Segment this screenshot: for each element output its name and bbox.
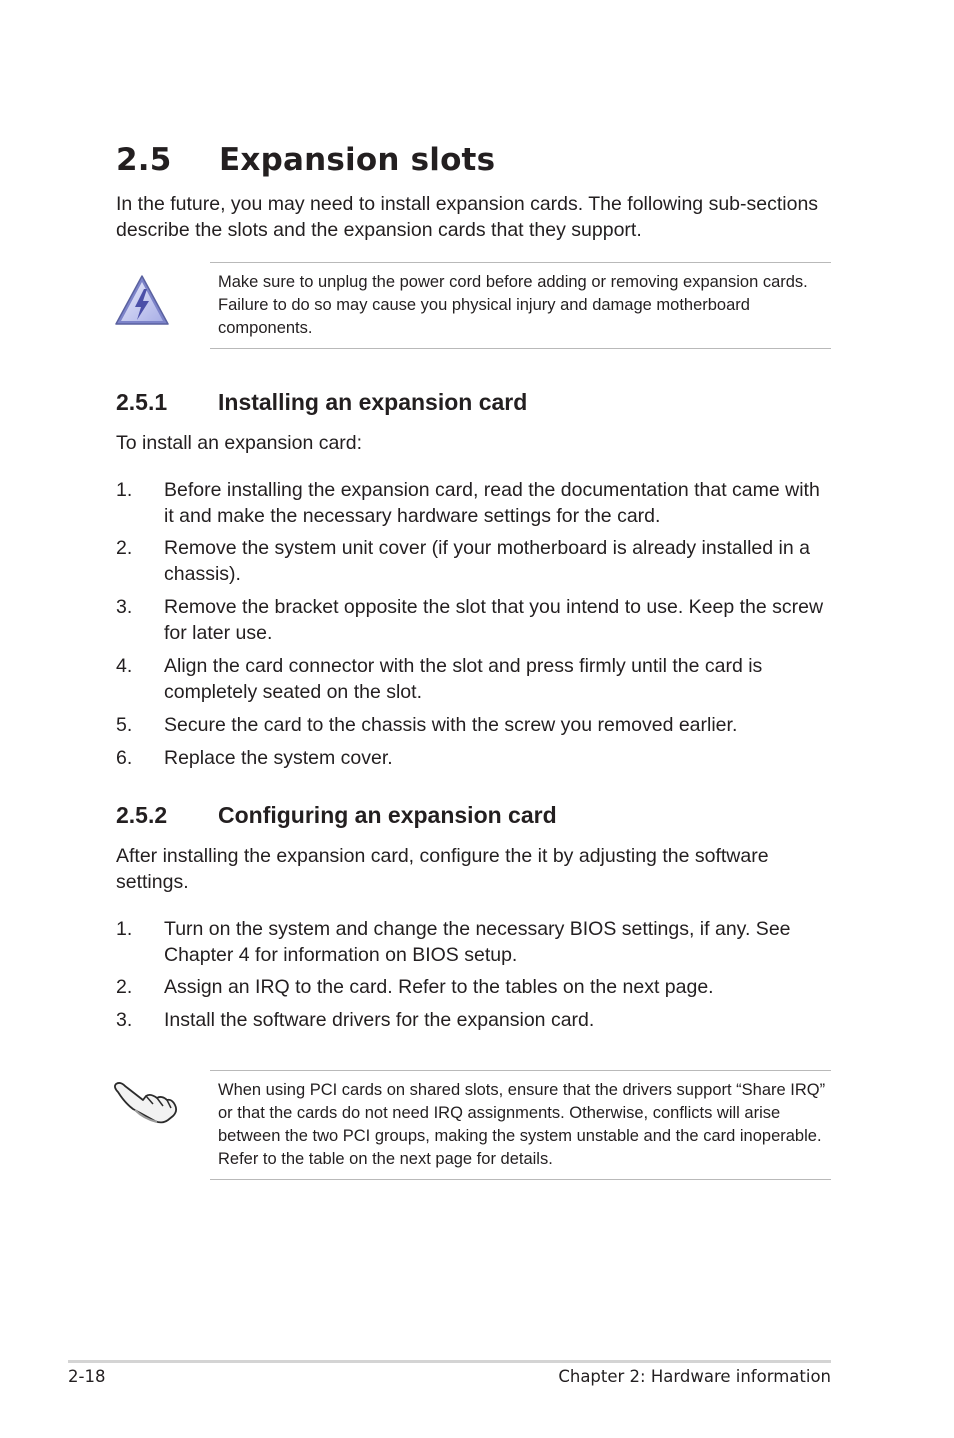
step-text: Remove the system unit cover (if your motherboard is already installed in a chassis). (164, 537, 810, 585)
section-title-text: Expansion slots (219, 142, 496, 178)
install-step (116, 477, 828, 529)
footer-rule (68, 1360, 831, 1363)
hand-note-text: When using PCI cards on shared slots, ensure that the drivers support “Share IRQ” or that the cards do not need IRQ assignments. Otherwise, conflicts will arise between the two PCI groups, making the system unstable and the card inoperable. Refer to the table on the next page for details. (218, 1081, 826, 1168)
install-step (116, 594, 828, 646)
step-number: 4. (116, 655, 133, 677)
subsection-number: 2.5.2 (116, 802, 168, 828)
section-intro: In the future, you may need to install expansion cards. The following sub-sections describe the slots and the expansion cards that they support. (116, 193, 819, 241)
configure-step (116, 1007, 828, 1033)
step-number: 1. (116, 479, 133, 501)
subsection-title-installing (116, 387, 527, 417)
pointing-hand-icon (113, 1078, 179, 1126)
configure-lead: After installing the expansion card, configure the it by adjusting the software settings. (116, 845, 769, 893)
install-lead: To install an expansion card: (116, 432, 363, 454)
install-step (116, 535, 828, 587)
step-number: 2. (116, 537, 133, 559)
subsection-title-text: Configuring an expansion card (218, 802, 557, 828)
subsection-title-configuring (116, 800, 557, 830)
configure-step (116, 916, 828, 968)
subsection-title-text: Installing an expansion card (218, 389, 528, 415)
step-text: Align the card connector with the slot and press firmly until the card is completely seated on the slot. (164, 655, 763, 703)
note-top-rule (210, 1070, 831, 1071)
install-step (116, 653, 828, 705)
section-number: 2.5 (116, 142, 172, 178)
subsection-number: 2.5.1 (116, 389, 168, 415)
step-number: 3. (116, 1009, 133, 1031)
install-step (116, 712, 828, 738)
section-title (116, 138, 495, 182)
warning-note-text: Make sure to unplug the power cord before adding or removing expansion cards. Failure to do so may cause you physical injury and damage motherboard components. (218, 273, 808, 337)
warning-lightning-icon (113, 272, 171, 328)
page-number: 2-18 (68, 1367, 106, 1386)
chapter-label: Chapter 2: Hardware information (558, 1367, 831, 1386)
note-top-rule (210, 262, 831, 263)
step-text: Before installing the expansion card, read the documentation that came with it and make the necessary hardware settings for the card. (164, 479, 820, 527)
configure-step (116, 974, 828, 1000)
step-text: Assign an IRQ to the card. Refer to the tables on the next page. (164, 976, 714, 998)
step-number: 1. (116, 918, 133, 940)
step-number: 6. (116, 747, 133, 769)
step-text: Install the software drivers for the expansion card. (164, 1009, 595, 1031)
step-number: 2. (116, 976, 133, 998)
step-text: Replace the system cover. (164, 747, 393, 769)
step-text: Turn on the system and change the necessary BIOS settings, if any. See Chapter 4 for information on BIOS setup. (164, 918, 791, 966)
note-bottom-rule (210, 348, 831, 349)
step-number: 5. (116, 714, 133, 736)
note-bottom-rule (210, 1179, 831, 1180)
step-text: Secure the card to the chassis with the screw you removed earlier. (164, 714, 738, 736)
step-number: 3. (116, 596, 133, 618)
step-text: Remove the bracket opposite the slot that you intend to use. Keep the screw for later use. (164, 596, 824, 644)
install-step (116, 745, 828, 771)
